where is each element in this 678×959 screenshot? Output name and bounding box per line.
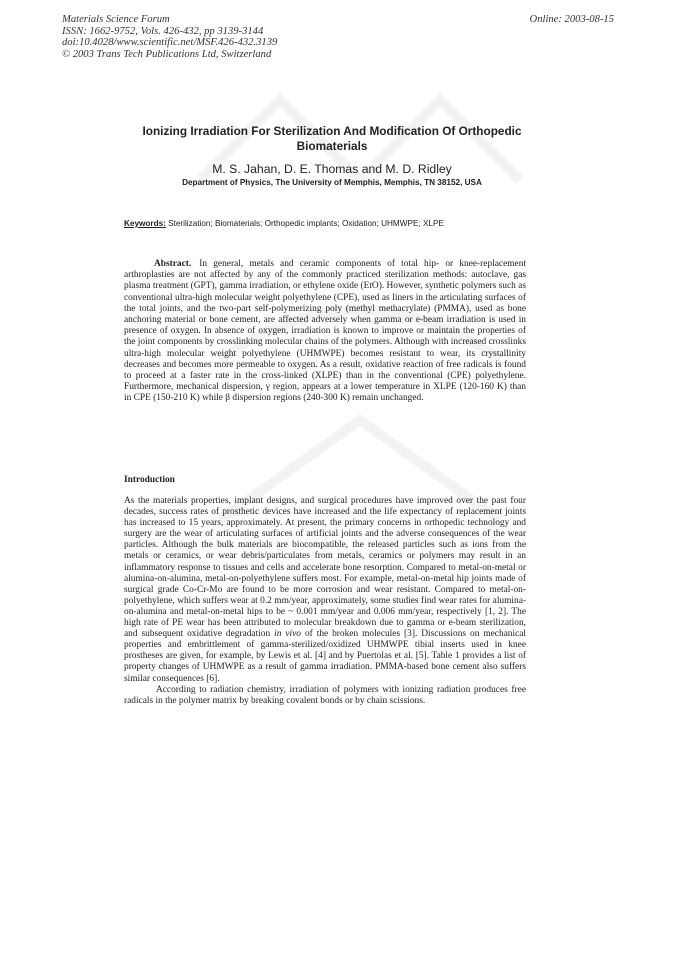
intro-italic-term: in vivo bbox=[274, 629, 301, 640]
abstract-block bbox=[124, 259, 526, 405]
paper-affiliation: Department of Physics, The University of Memphis, Memphis, TN 38152, USA bbox=[182, 178, 482, 187]
journal-doi[interactable]: doi:10.4028/www.scientific.net/MSF.426-432.3139 bbox=[62, 37, 278, 49]
introduction-heading: Introduction bbox=[124, 475, 175, 485]
journal-name: Materials Science Forum bbox=[62, 14, 170, 25]
introduction-body bbox=[124, 496, 526, 707]
journal-header bbox=[62, 14, 277, 60]
journal-copyright: © 2003 Trans Tech Publications Ltd, Switzerland bbox=[62, 48, 272, 60]
abstract-label: Abstract. bbox=[154, 259, 192, 269]
abstract-text: In general, metals and ceramic components of total hip- or knee-replacement arthroplasties are not affected by any of the commonly practiced sterilization methods: autoclave, gas plasma treatment (GPT), gamma irradiation, or ethylene oxide (EtO). However, synthetic polymers such as conventional ultra-high molecular weight polyethylene (CPE), used as liners in the articulating surfaces of the total joints, and the two-part self-polymerizing poly (methyl methacrylate) (PMMA), used as bone anchoring material or bone cement, are affected adversely when gamma or e-beam irradiation is used in presence of oxygen. In absence of oxygen, irradiation is known to improve or maintain the properties of the joint components by crosslinking molecular chains of the polymers. Although with increased crosslinks ultra-high molecular weight polyethylene (UHMWPE) becomes resistant to wear, its crystallinity decreases and becomes more permeable to oxygen. As a result, oxidative reaction of free radicals is found to proceed at a faster rate in the cross-linked (XLPE) than in the conventional (CPE) polyethylene. Furthermore, mechanical dispersion, γ region, appears at a lower temperature in XLPE (120-160 K) than in CPE (150-210 K) while β dispersion regions (240-300 K) remain unchanged. bbox=[124, 259, 527, 404]
paper-title-line: Biomaterials bbox=[296, 139, 368, 153]
keywords-text: Sterilization; Biomaterials; Orthopedic implants; Oxidation; UHMWPE; XLPE bbox=[168, 219, 444, 228]
intro-paragraph-1 bbox=[124, 496, 526, 685]
keywords-line bbox=[124, 218, 544, 229]
paper-authors: M. S. Jahan, D. E. Thomas and M. D. Ridley bbox=[212, 162, 452, 176]
intro-paragraph-2: According to radiation chemistry, irradiation of polymers with ionizing radiation produces free radicals in the polymer matrix by breaking covalent bonds or by chain scissions. bbox=[124, 684, 526, 706]
paper-title-line: Ionizing Irradiation For Sterilization And Modification Of Orthopedic bbox=[142, 124, 522, 138]
intro-text-a: As the materials properties, implant designs, and surgical procedures have improved over the past four decades, success rates of prosthetic devices have increased and the life expectancy of replacement joints has increased to 15 years, approximately. At present, the primary concerns in orthopedic technology and surgery are the wear of articulating surfaces of artificial joints and the adverse consequences of the wear particles. Although the bulk materials are biocompatible, the released particles such as ions from the metals or ceramics, or wear debris/particulates from metals, ceramics or polymers may result in an inflammatory response to tissues and cells and accelerate bone resorption. Compared to metal-on-metal or alumina-on-alumina, metal-on-polyethylene suffers most. For example, metal-on-metal hip joints made of surgical grade Co-Cr-Mo are found to be more corrosion and wear resistant. Compared to metal-on-polyethylene, which suffers wear at 0.2 mm/year, approximately, some studies find wear rates for alumina-on-alumina and metal-on-metal hips to be ~ 0.001 mm/year and 0.006 mm/year, respectively [1, 2]. The high rate of PE wear has been attributed to molecular breakdown due to gamma or e-beam sterilization, and subsequent oxidative degradation bbox=[124, 496, 526, 640]
journal-issn: ISSN: 1662-9752, Vols. 426-432, pp 3139-3144 bbox=[62, 25, 264, 37]
paper-title bbox=[110, 124, 554, 154]
online-date: Online: 2003-08-15 bbox=[529, 14, 614, 25]
intro-text-b: of the broken molecules [3]. Discussions on mechanical properties and embrittlement of gamma-sterilized/oxidized UHMWPE tibial inserts used in knee prostheses are given, for example, by Lewis et al. [4] and by Puertolas et al. [5]. Table 1 provides a list of property changes of UHMWPE as a result of gamma irradiation. PMMA-based bone cement also suffers similar consequences [6]. bbox=[124, 629, 527, 684]
keywords-label: Keywords: bbox=[124, 219, 166, 228]
